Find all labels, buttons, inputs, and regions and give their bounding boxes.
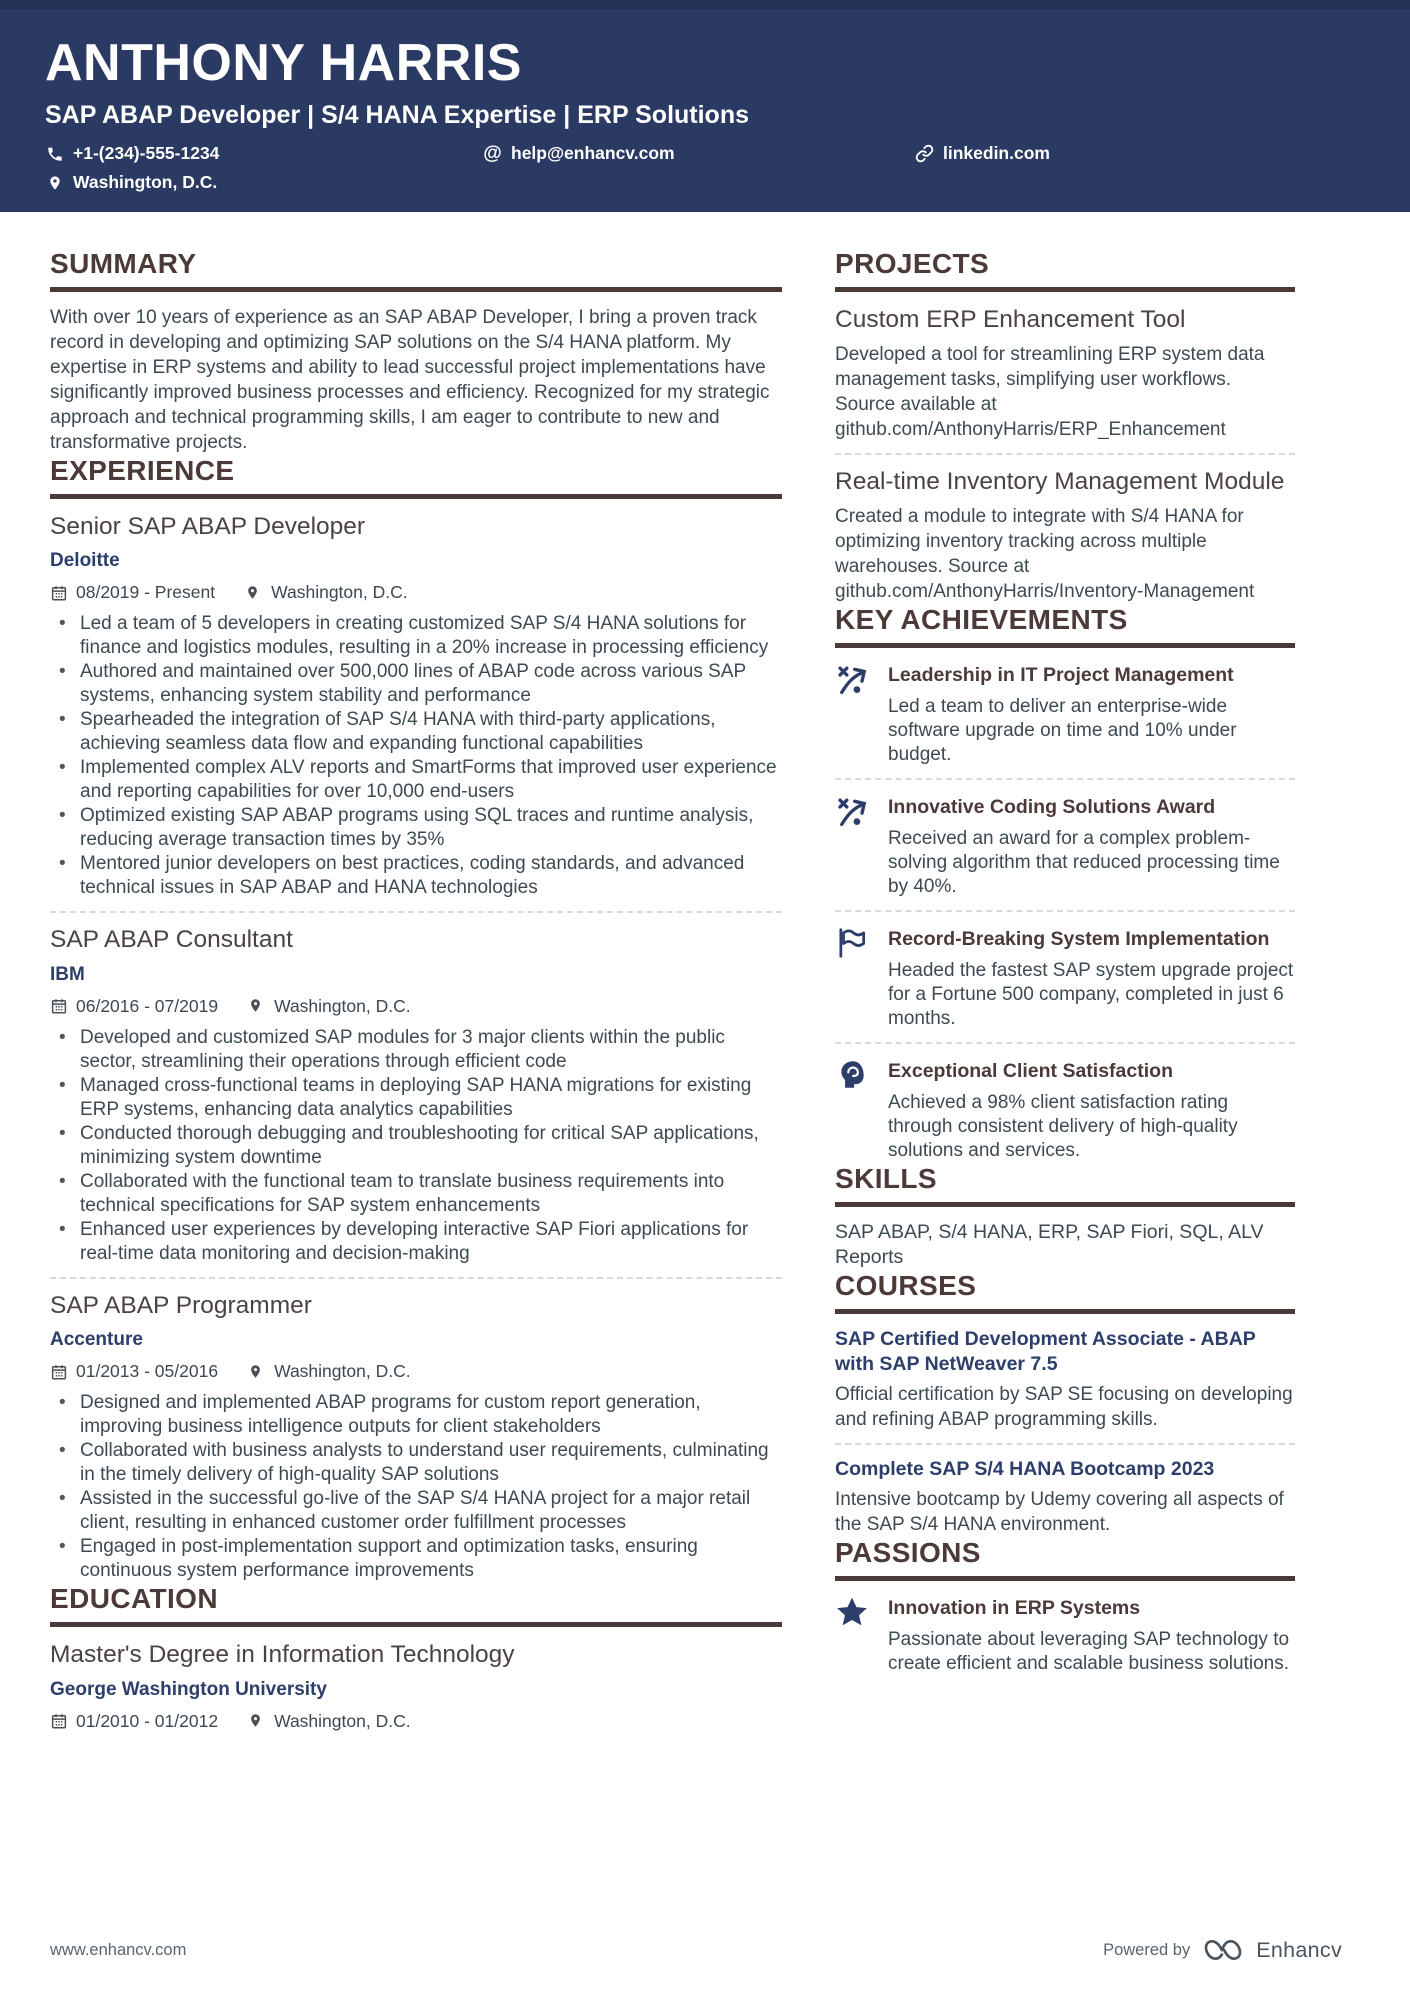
person-name: ANTHONY HARRIS xyxy=(45,34,522,92)
job-meta xyxy=(50,1361,782,1382)
course-description: Official certification by SAP SE focusing on developing and refining ABAP programming skills. xyxy=(835,1384,1293,1430)
course-title: Complete SAP S/4 HANA Bootcamp 2023 xyxy=(835,1458,1215,1480)
summary-text: With over 10 years of experience as an SAP ABAP Developer, I bring a proven track record in developing and optimizing SAP solutions on the S/4 HANA platform. My expertise in ERP systems and ability to lead successful project implementations have significantly improved business processes and efficiency. Recognized for my strategic approach and technical programming skills, I am eager to contribute to new and transformative projects. xyxy=(50,307,770,453)
bullet-item: • Spearheaded the integration of SAP S/4 HANA with third-party applications, achieving seamless data flow and expanding functional capabilities xyxy=(50,708,782,756)
bullet-item: • Developed and customized SAP modules for 3 major clients within the public sector, streamlining their operations through efficient code xyxy=(50,1026,782,1074)
school-name: George Washington University xyxy=(50,1678,327,1700)
job-title: SAP ABAP Programmer xyxy=(50,1291,312,1319)
achievement-item xyxy=(835,661,1295,767)
bullet-item: • Authored and maintained over 500,000 lines of ABAP code across various SAP systems, enhancing system stability and performance xyxy=(50,660,782,708)
achievement-body xyxy=(888,661,1295,767)
powered-by-label: Powered by xyxy=(1103,1940,1191,1959)
location-pin-icon xyxy=(248,1712,266,1730)
project-description: Created a module to integrate with S/4 HANA for optimizing inventory tracking across multiple warehouses. Source at github.com/AnthonyHarris/Inventory-Management xyxy=(835,506,1255,602)
achievement-text: Led a team to deliver an enterprise-wide software upgrade on time and 10% under budget. xyxy=(888,696,1237,765)
achievement-body xyxy=(888,793,1295,899)
dashed-divider xyxy=(835,910,1295,912)
company-name: IBM xyxy=(50,963,85,985)
achievement-text: Achieved a 98% client satisfaction rating through consistent delivery of high-quality solutions and services. xyxy=(888,1092,1238,1161)
email-address: help@enhancv.com xyxy=(511,143,675,164)
location-pin-icon xyxy=(248,1363,266,1381)
project-title: Custom ERP Enhancement Tool xyxy=(835,306,1186,333)
left-column xyxy=(50,248,782,1732)
bullet-item: • Assisted in the successful go-live of the SAP S/4 HANA project for a major retail client, resulting in enhanced customer order fulfillment processes xyxy=(50,1487,782,1535)
education-dates: 01/2010 - 01/2012 xyxy=(76,1710,219,1731)
achievement-item xyxy=(835,793,1295,899)
star-icon xyxy=(835,1594,873,1676)
skills-heading: SKILLS xyxy=(835,1163,1295,1207)
bullet-item: • Implemented complex ALV reports and SmartForms that improved user experience and reporting capabilities for over 10,000 end-users xyxy=(50,756,782,804)
achievements-heading: KEY ACHIEVEMENTS xyxy=(835,604,1295,648)
job-location: Washington, D.C. xyxy=(274,1361,411,1382)
location-contact xyxy=(45,172,217,193)
achievement-text: Headed the fastest SAP system upgrade project for a Fortune 500 company, completed in just 6 months. xyxy=(888,960,1294,1029)
degree-title: Master's Degree in Information Technology xyxy=(50,1641,515,1669)
email-contact[interactable] xyxy=(483,143,915,164)
calendar-icon xyxy=(50,584,68,602)
course-entry xyxy=(835,1457,1295,1537)
achievement-title: Exceptional Client Satisfaction xyxy=(888,1060,1173,1082)
link-icon xyxy=(915,144,934,163)
passions-heading: PASSIONS xyxy=(835,1537,1295,1581)
head-icon xyxy=(835,1057,873,1163)
footer xyxy=(50,1935,1342,1965)
skills-list: SAP ABAP, S/4 HANA, ERP, SAP Fiori, SQL, ALV Reports xyxy=(835,1221,1264,1268)
job-location: Washington, D.C. xyxy=(274,995,411,1016)
project-entry xyxy=(835,305,1295,442)
bullet-item: • Engaged in post-implementation support and optimization tasks, ensuring continuous system performance improvements xyxy=(50,1535,782,1583)
location-pin-icon xyxy=(245,584,263,602)
phone-icon xyxy=(45,144,64,163)
achievement-title: Record-Breaking System Implementation xyxy=(888,928,1270,950)
calendar-icon xyxy=(50,997,68,1015)
job-meta xyxy=(50,582,782,603)
passion-item xyxy=(835,1594,1295,1676)
calendar-icon xyxy=(50,1363,68,1381)
flag-icon xyxy=(835,925,873,1031)
bullet-item: • Mentored junior developers on best practices, coding standards, and advanced technical issues in SAP ABAP and HANA technologies xyxy=(50,852,782,900)
achievement-title: Leadership in IT Project Management xyxy=(888,664,1234,686)
bullet-item: • Collaborated with the functional team to translate business requirements into technical specifications for SAP system enhancements xyxy=(50,1170,782,1218)
course-title: SAP Certified Development Associate - ABAP with SAP NetWeaver 7.5 xyxy=(835,1328,1256,1375)
bullet-item: • Enhanced user experiences by developing interactive SAP Fiori applications for real-time data monitoring and decision-making xyxy=(50,1218,782,1266)
experience-entry xyxy=(50,925,782,1265)
achievement-body xyxy=(888,925,1295,1031)
brand-name[interactable]: Enhancv xyxy=(1256,1937,1342,1962)
dashed-divider xyxy=(835,1042,1295,1044)
summary-heading: SUMMARY xyxy=(50,248,782,292)
bullet-item: • Managed cross-functional teams in deploying SAP HANA migrations for existing ERP systems, enhancing data analytics capabilities xyxy=(50,1074,782,1122)
job-dates: 08/2019 - Present xyxy=(76,582,216,603)
calendar-icon xyxy=(50,1712,68,1730)
courses-heading: COURSES xyxy=(835,1270,1295,1314)
dashed-divider xyxy=(835,453,1295,455)
achievement-body xyxy=(888,1057,1295,1163)
headline: SAP ABAP Developer | S/4 HANA Expertise | ERP Solutions xyxy=(45,101,750,130)
job-dates: 06/2016 - 07/2019 xyxy=(76,995,219,1016)
phone-number: +1-(234)-555-1234 xyxy=(73,143,220,164)
company-name: Accenture xyxy=(50,1329,143,1351)
at-icon: @ xyxy=(483,143,502,165)
enhancv-logo[interactable] xyxy=(1202,1935,1244,1965)
education-location: Washington, D.C. xyxy=(274,1710,411,1731)
job-dates: 01/2013 - 05/2016 xyxy=(76,1361,219,1382)
achievement-title: Innovative Coding Solutions Award xyxy=(888,796,1216,818)
course-description: Intensive bootcamp by Udemy covering all aspects of the SAP S/4 HANA environment. xyxy=(835,1489,1284,1535)
education-heading: EDUCATION xyxy=(50,1583,782,1627)
strategy-icon xyxy=(835,793,873,899)
project-entry xyxy=(835,467,1295,604)
job-title: SAP ABAP Consultant xyxy=(50,926,293,954)
education-entry xyxy=(50,1640,782,1731)
bullet-item: • Conducted thorough debugging and troubleshooting for critical SAP applications, minimizing system downtime xyxy=(50,1122,782,1170)
course-entry xyxy=(835,1327,1295,1432)
link-contact[interactable] xyxy=(915,143,1050,164)
passion-body xyxy=(888,1594,1295,1676)
company-name: Deloitte xyxy=(50,550,120,572)
bullet-item: • Collaborated with business analysts to understand user requirements, culminating in the timely delivery of high-quality SAP solutions xyxy=(50,1439,782,1487)
passion-text: Passionate about leveraging SAP technology to create efficient and scalable business solutions. xyxy=(888,1629,1290,1674)
right-column xyxy=(835,248,1295,1732)
education-meta xyxy=(50,1711,782,1732)
bullet-item: • Optimized existing SAP ABAP programs using SQL traces and runtime analysis, reducing average transaction times by 35% xyxy=(50,804,782,852)
job-bullets xyxy=(50,1026,782,1266)
project-title: Real-time Inventory Management Module xyxy=(835,468,1285,495)
bullet-item: • Led a team of 5 developers in creating customized SAP S/4 HANA solutions for finance and logistics modules, resulting in a 20% increase in processing efficiency xyxy=(50,612,782,660)
achievement-item xyxy=(835,1057,1295,1163)
location-pin-icon xyxy=(248,997,266,1015)
dashed-divider xyxy=(835,1443,1295,1445)
footer-branding xyxy=(1103,1935,1342,1965)
strategy-icon xyxy=(835,661,873,767)
experience-heading: EXPERIENCE xyxy=(50,455,782,499)
job-title: Senior SAP ABAP Developer xyxy=(50,513,366,540)
contact-row-2 xyxy=(45,172,1365,193)
header xyxy=(0,0,1410,212)
location-text: Washington, D.C. xyxy=(73,172,218,193)
job-meta xyxy=(50,996,782,1017)
job-bullets xyxy=(50,612,782,900)
location-pin-icon xyxy=(45,173,64,192)
experience-entry xyxy=(50,1291,782,1583)
body-columns xyxy=(0,212,1410,1732)
project-description: Developed a tool for streamlining ERP system data management tasks, simplifying user workflows. Source available at github.com/AnthonyHarris/ERP_Enhancement xyxy=(835,344,1265,440)
achievement-text: Received an award for a complex problem-solving algorithm that reduced processing time by 40%. xyxy=(888,828,1280,897)
dashed-divider xyxy=(50,1277,782,1279)
experience-entry xyxy=(50,512,782,900)
achievement-item xyxy=(835,925,1295,1031)
dashed-divider xyxy=(50,911,782,913)
passion-title: Innovation in ERP Systems xyxy=(888,1597,1141,1619)
link-url: linkedin.com xyxy=(943,143,1050,164)
contact-row-1 xyxy=(45,143,1365,164)
bullet-item: • Designed and implemented ABAP programs for custom report generation, improving business intelligence outputs for client stakeholders xyxy=(50,1391,782,1439)
job-location: Washington, D.C. xyxy=(271,582,408,603)
dashed-divider xyxy=(835,778,1295,780)
phone-contact[interactable] xyxy=(45,143,483,164)
job-bullets xyxy=(50,1391,782,1583)
projects-heading: PROJECTS xyxy=(835,248,1295,292)
footer-site-link[interactable]: www.enhancv.com xyxy=(50,1940,187,1959)
